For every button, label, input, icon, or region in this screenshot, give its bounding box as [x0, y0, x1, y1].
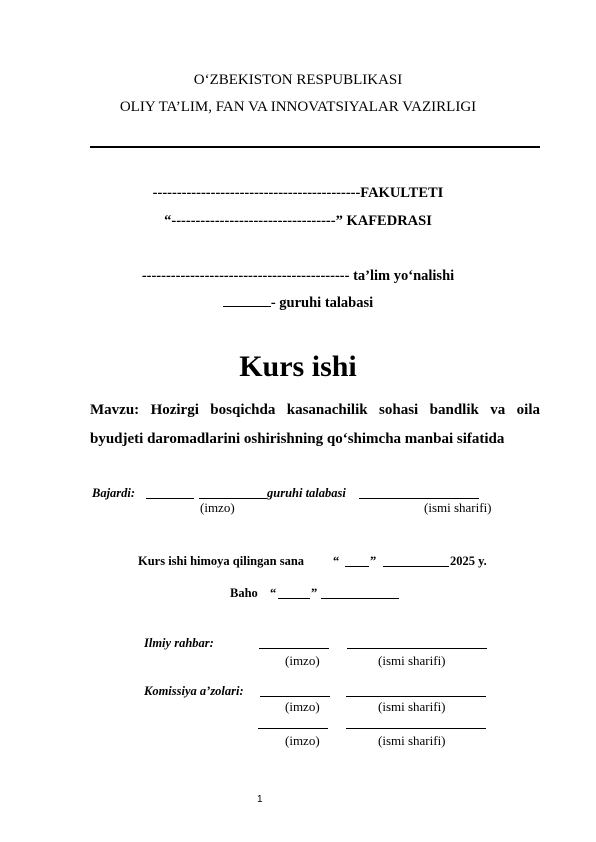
document-title: Kurs ishi [239, 350, 357, 383]
supervisor-sign-caption: (imzo) [285, 653, 320, 668]
performer-group-line [199, 498, 267, 499]
performer-sign-line [146, 498, 194, 499]
faculty-line: -------------------------------------------FAKULTETI [152, 185, 444, 201]
defense-quote-open: “ [333, 554, 340, 568]
group-line [0, 295, 596, 312]
commission-sign-line-1 [260, 696, 330, 697]
commission-name-line-2 [346, 728, 486, 729]
defense-month-line [383, 566, 449, 567]
grade-label: Baho [230, 586, 258, 600]
supervisor-name-caption: (ismi sharifi) [378, 653, 446, 668]
supervisor-sign-line [259, 648, 329, 649]
defense-text: Kurs ishi himoya qilingan sana [138, 554, 305, 568]
commission-sign-caption-2: (imzo) [285, 733, 320, 748]
supervisor-name-line [347, 648, 487, 649]
grade-word-line [321, 598, 399, 599]
commission-sign-caption-1: (imzo) [285, 699, 320, 714]
performer-label: Bajardi: [92, 486, 136, 500]
page-number: 1 [257, 794, 263, 805]
commission-sign-line-2 [258, 728, 328, 729]
ministry-country: O‘ZBEKISTON RESPUBLIKASI [193, 72, 403, 88]
commission-name-caption-2: (ismi sharifi) [378, 733, 446, 748]
commission-label: Komissiya a’zolari: [144, 684, 244, 698]
direction-line: ------------------------------------------- ta’lim yo‘nalishi [141, 268, 455, 284]
defense-day-line [345, 566, 369, 567]
supervisor-label: Ilmiy rahbar: [144, 636, 214, 650]
performer-sign-caption: (imzo) [200, 500, 235, 515]
group-blank [223, 295, 271, 307]
defense-year: 2025 y. [450, 554, 487, 568]
performer-name-line [359, 498, 479, 499]
group-label: - guruhi talabasi [270, 295, 374, 311]
grade-quote-close: ” [311, 586, 318, 600]
ministry-name: OLIY TA’LIM, FAN VA INNOVATSIYALAR VAZIRLIGI [119, 99, 477, 115]
department-line: “----------------------------------” KAFEDRASI [164, 213, 432, 229]
grade-value-line [278, 598, 310, 599]
topic-text: Mavzu: Hozirgi bosqichda kasanachilik sohasi bandlik va oila byudjeti daromadlarini oshirishning qo‘shimcha manbai sifatida [90, 402, 540, 447]
performer-name-caption: (ismi sharifi) [424, 500, 492, 515]
commission-name-line-1 [346, 696, 486, 697]
defense-quote-close: ” [370, 554, 377, 568]
header-divider [90, 146, 540, 148]
grade-quote-open: “ [270, 586, 277, 600]
performer-group-text: guruhi talabasi [267, 486, 346, 500]
commission-name-caption-1: (ismi sharifi) [378, 699, 446, 714]
